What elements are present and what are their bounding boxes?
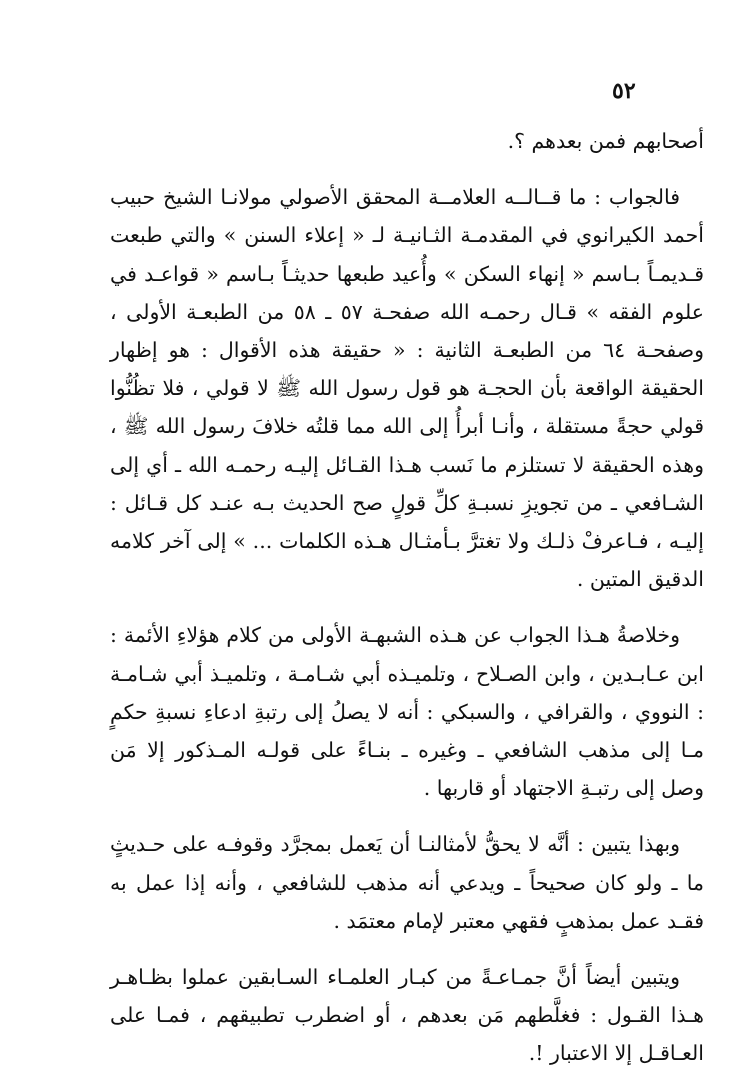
paragraph-question-end: أصحابهم فمن بعدهم ؟. [507, 129, 704, 153]
paragraph-answer-quote: فالجواب : ما قــالــه العلامــة المحقق الأصولي مولانـا الشيخ حبيب أحمد الكيرانوي في المقدمـة الثـانيـة لـ « إعلاء السنن » والتي طبعت قـديمـاً بـاسم « إنهاء السكن » وأُعيد طبعها حديثـاً بـاسم « قواعـد في علوم الفقه » قـال رحمـه الله صفحـة ٥٧ ـ ٥٨ من الطبعـة الأولى ، وصفحـة ٦٤ من الطبعـة الثانية : « حقيقة هذه الأقوال : هو إظهار الحقيقة الواقعة بأن الحجـة هو قول رسول الله ﷺ لا قولي ، فلا تظُنُّوا قولي حجةً مستقلة ، وأنـا أبرأُ إلى الله مما قلتُه خلافَ رسول الله ﷺ ، وهذه الحقيقة لا تستلزم ما نَسب هـذا القـائل إليـه رحمـه الله ـ أي إلى الشـافعي ـ من تجويزِ نسبـةِ كلِّ قولٍ صح الحديث بـه عنـد كل قـائل : إليـه ، فـاعرفْ ذلـك ولا تغترَّ بـأمثـال هـذه الكلمات ... » إلى آخر كلامه الدقيق المتين . [110, 185, 704, 592]
page-body [110, 122, 704, 1091]
paragraph-closing: ويتبين أيضاً أنَّ جمـاعـةً من كبـار العلمـاء السـابقين عملوا بظـاهـر هـذا القـول : فغلَّطهم مَن بعدهم ، أو اضطرب تطبيقهم ، فمـا على العـاقـل إلا الاعتبار !. [110, 965, 704, 1066]
page-number: ٥٢ [612, 78, 636, 104]
paragraph-conclusion: وبهذا يتبين : أنَّه لا يحقُّ لأمثالنـا أن يَعمل بمجرَّد وقوفـه على حـديثٍ ما ـ ولو كان صحيحاً ـ ويدعي أنه مذهب للشافعي ، وأنه إذا عمل به فقـد عمل بمذهبٍ فقهي معتبر لإمام معتمَد . [110, 832, 704, 933]
paragraph-summary: وخلاصةُ هـذا الجواب عن هـذه الشبهـة الأولى من كلام هؤلاءِ الأئمة : ابن عـابـدين ، وابن الصـلاح ، وتلميـذه أبي شـامـة ، وتلميـذ أبي شـامـة : النووي ، والقرافي ، والسبكي : أنه لا يصلُ إلى رتبةِ ادعاءِ نسبةِ حكمٍ مـا إلى مذهب الشافعي ـ وغيره ـ بنـاءً على قولـه المـذكور إلا مَن وصل إلى رتبـةِ الاجتهاد أو قاربها . [110, 623, 704, 801]
